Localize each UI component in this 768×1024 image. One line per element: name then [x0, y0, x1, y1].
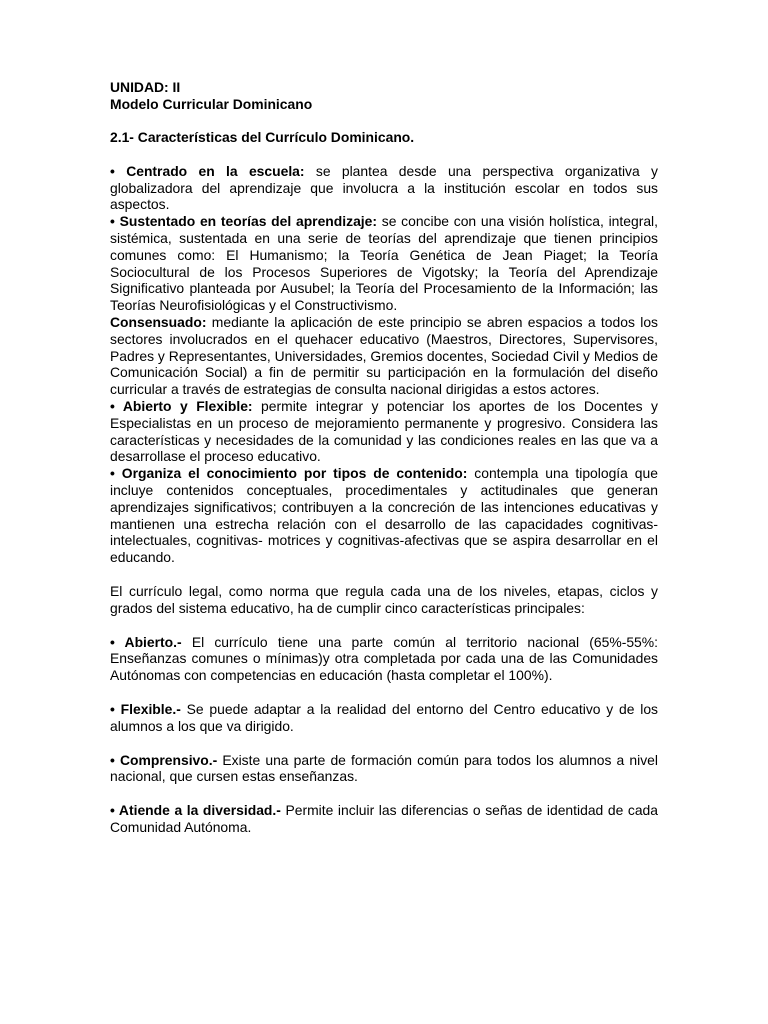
principal-text: Existe una parte de formación común para todos los alumnos a nivel nacional, que cursen estas enseñanzas. — [110, 751, 658, 785]
characteristic-label: Consensuado: — [110, 314, 207, 331]
principal-item — [110, 634, 658, 684]
characteristic-text: contempla una tipología que incluye contenidos conceptuales, procedimentales y actitudinales que generan aprendizajes significativos; contribuyen a la concreción de las intenciones educativas y mantienen una estrecha relación con el desarrollo de las capacidades cognitivas- intelectuales, cognitivas- motrices y cognitivas-afectivas que se aspira desarrollar en el educando. — [110, 465, 658, 566]
characteristic-item — [110, 314, 658, 398]
principal-item — [110, 701, 658, 735]
document-title: Modelo Curricular Dominicano — [110, 95, 313, 112]
characteristic-text: mediante la aplicación de este principio se abren espacios a todos los sectores involucrados en el quehacer educativo (Maestros, Directores, Supervisores, Padres y Representantes, Universidades, Gremios docentes, Sociedad Civil y Medios de Comunicación Social) a fin de permitir su participación en la formulación del diseño curricular a través de estrategias de consulta nacional dirigidas a estos actores. — [110, 314, 658, 398]
document-page — [110, 79, 658, 836]
principal-label: • Atiende a la diversidad.- — [110, 802, 281, 819]
principal-item — [110, 802, 658, 836]
principal-text: Permite incluir las diferencias o señas de identidad de cada Comunidad Autónoma. — [110, 802, 659, 835]
characteristic-text: permite integrar y potenciar los aportes de los Docentes y Especialistas en un proceso de mejoramiento permanente y progresivo. Considera las características y necesidades de la comunidad y las condiciones reales en las que va a desarrollase el proceso educativo. — [110, 398, 658, 465]
characteristic-item — [110, 398, 658, 465]
principal-text: El currículo tiene una parte común al territorio nacional (65%-55%: Enseñanzas comunes o mínimas)y otra completada por cada una de las Comunidades Autónomas con competencias en educación (hasta completar el 100%). — [110, 633, 658, 684]
characteristic-label: • Centrado en la escuela: — [110, 162, 305, 179]
unit-label: UNIDAD: II — [110, 79, 181, 95]
characteristic-text: se concibe con una visión holística, integral, sistémica, sustentada en una serie de teorías del aprendizaje que tienen principios comunes como: El Humanismo; la Teoría Genética de Jean Piaget; la Teoría Sociocultural de los Procesos Superiores de Vigotsky; la Teoría del Aprendizaje Significativo planteada por Ausubel; la Teoría del Procesamiento de la Información; las Teorías Neurofisiológicas y el Constructivismo. — [110, 213, 658, 314]
characteristics-list — [110, 163, 658, 566]
characteristic-label: • Organiza el conocimiento por tipos de contenido: — [110, 465, 468, 482]
characteristic-text: se plantea desde una perspectiva organizativa y globalizadora del aprendizaje que involucra a la institución escolar en todos sus aspectos. — [110, 162, 658, 213]
characteristic-item — [110, 213, 658, 314]
principal-label: • Abierto.- — [110, 633, 182, 650]
principal-label: • Comprensivo.- — [110, 751, 218, 768]
principal-label: • Flexible.- — [110, 701, 181, 717]
characteristic-label: • Abierto y Flexible: — [110, 398, 253, 415]
characteristic-item — [110, 163, 658, 213]
document-heading — [110, 79, 658, 113]
principal-item — [110, 752, 658, 786]
intro-paragraph: El currículo legal, como norma que regula cada una de los niveles, etapas, ciclos y grados del sistema educativo, ha de cumplir cinco características principales: — [110, 583, 658, 616]
characteristic-label: • Sustentado en teorías del aprendizaje: — [110, 213, 378, 230]
characteristic-item — [110, 465, 658, 566]
section-title: 2.1- Características del Currículo Dominicano. — [110, 129, 415, 146]
principal-text: Se puede adaptar a la realidad del entorno del Centro educativo y de los alumnos a los que va dirigido. — [110, 701, 658, 734]
